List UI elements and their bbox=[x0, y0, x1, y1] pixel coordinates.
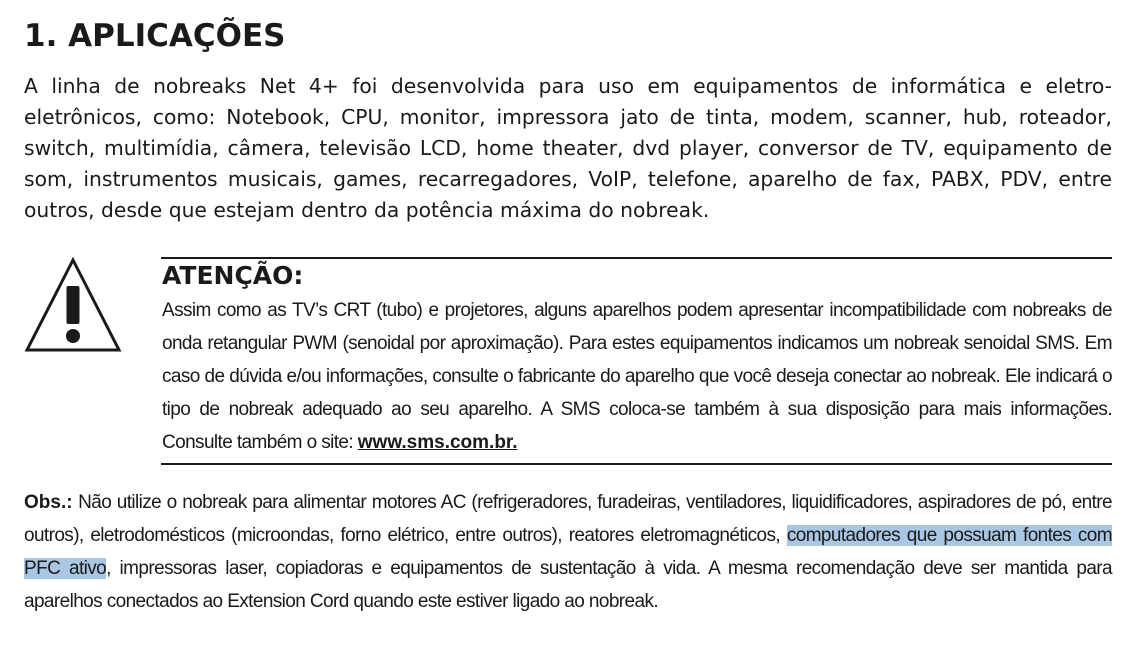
obs-paragraph bbox=[24, 486, 1112, 618]
attention-text: Assim como as TV’s CRT (tubo) e projetores, alguns aparelhos podem apresentar incompatibilidade com nobreaks de onda retangular PWM (senoidal por aproximação). Para estes equipamentos indicamos um nobreak senoidal SMS. Em caso de dúvida e/ou informações, consulte o fabricante do aparelho que você deseja conectar ao nobreak. Ele indicará o tipo de nobreak adequado ao seu aparelho. A SMS coloca-se também à sua disposição para mais informações. Consulte também o site: bbox=[162, 300, 1112, 453]
obs-text-before: Não utilize o nobreak para alimentar motores AC (refrigeradores, furadeiras, ventiladores, liquidificadores, aspiradores de pó, entre outros), eletrodomésticos (microondas, forno elétrico, entre outros), reatores eletromagnéticos, bbox=[24, 492, 1112, 546]
obs-text-after: , impressoras laser, copiadoras e equipamentos de sustentação à vida. A mesma recomendação deve ser mantida para aparelhos conectados ao Extension Cord quando este estiver ligado ao nobreak. bbox=[24, 558, 1112, 612]
attention-paragraph bbox=[162, 294, 1112, 459]
attention-title: ATENÇÃO: bbox=[162, 261, 304, 290]
sms-site-link[interactable]: www.sms.com.br. bbox=[357, 432, 518, 453]
attention-bottom-rule bbox=[161, 463, 1112, 465]
highlighted-text: computadores que possuam fontes com PFC ativo bbox=[24, 525, 1112, 579]
section-title: 1. APLICAÇÕES bbox=[24, 18, 286, 54]
attention-top-rule bbox=[161, 257, 1112, 259]
intro-paragraph: A linha de nobreaks Net 4+ foi desenvolvida para uso em equipamentos de informática e eletro-eletrônicos, como: Notebook, CPU, monitor, impressora jato de tinta, modem, scanner, hub, roteador, switch, multimídia, câmera, televisão LCD, home theater, dvd player, conversor de TV, equipamento de som, instrumentos musicais, games, recarregadores, VoIP, telefone, aparelho de fax, PABX, PDV, entre outros, desde que estejam dentro da potência máxima do nobreak. bbox=[24, 74, 1112, 222]
obs-label: Obs.: bbox=[24, 492, 73, 513]
warning-triangle-icon bbox=[22, 255, 124, 355]
